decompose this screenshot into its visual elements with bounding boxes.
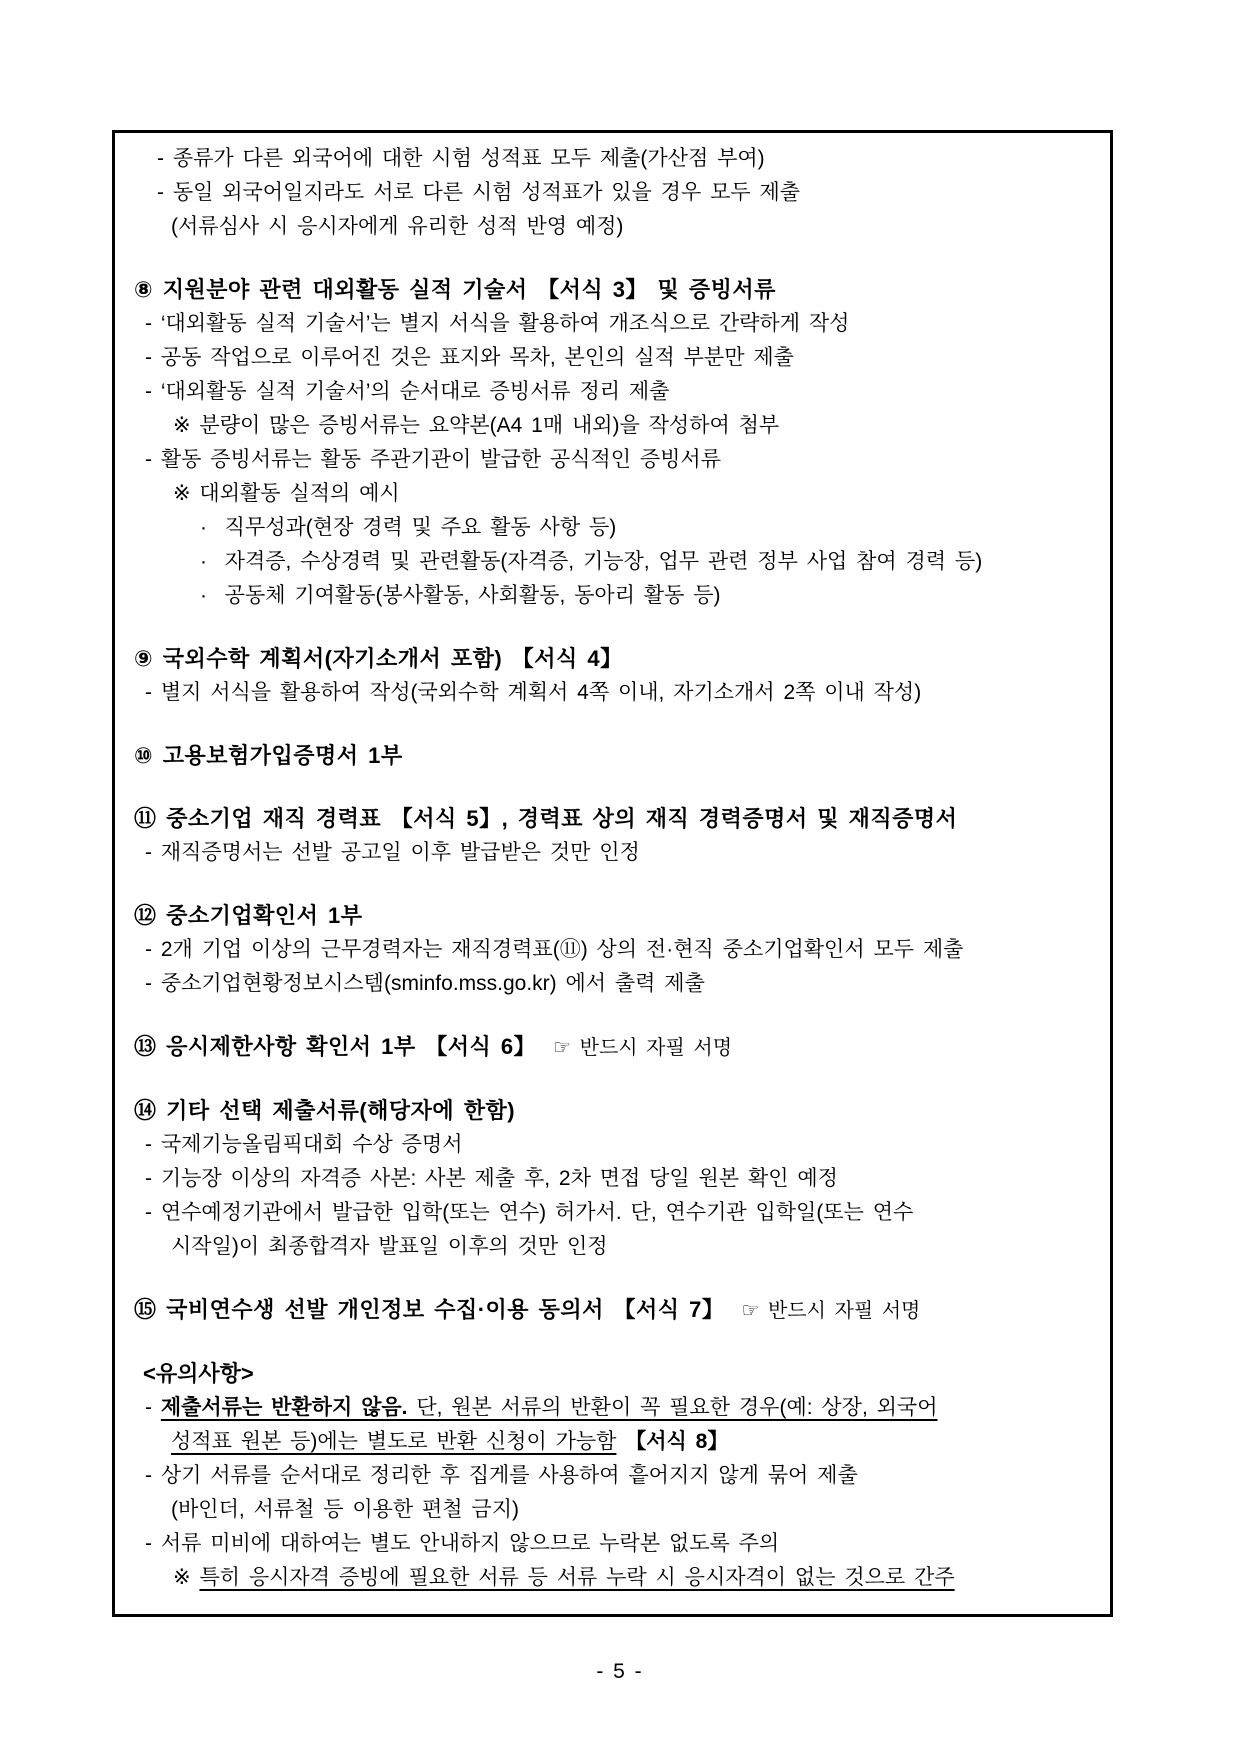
- document-border-box: [112, 130, 1113, 1617]
- line-spacer: [127, 244, 1106, 273]
- doc-line: [127, 802, 1106, 836]
- text-segment: - 중소기업현황정보시스템(sminfo.mss.go.kr) 에서 출력 제출: [145, 972, 705, 995]
- line-spacer: [127, 613, 1106, 642]
- doc-line: [127, 1459, 1106, 1493]
- text-segment: 시작일)이 최종합격자 발표일 이후의 것만 인정: [171, 1235, 608, 1258]
- text-segment: - 국제기능올림픽대회 수상 증명서: [145, 1133, 463, 1156]
- text-segment: ※ 대외활동 실적의 예시: [173, 482, 400, 505]
- doc-line: [127, 1357, 1106, 1391]
- text-segment: 제출서류는 반환하지 않음.: [160, 1396, 408, 1419]
- text-segment: 【서식 8】: [616, 1430, 729, 1453]
- text-segment: - 별지 서식을 활용하여 작성(국외수학 계획서 4쪽 이내, 자기소개서 2쪽 이내 작성): [145, 681, 922, 704]
- doc-line: [127, 477, 1106, 511]
- text-segment: - 동일 외국어일지라도 서로 다른 시험 성적표가 있을 경우 모두 제출: [157, 181, 801, 204]
- doc-line: [127, 676, 1106, 710]
- text-segment: -: [145, 1396, 161, 1419]
- text-segment: · 직무성과(현장 경력 및 주요 활동 사항 등): [200, 516, 617, 539]
- text-segment: ⑧ 지원분야 관련 대외활동 실적 기술서 【서식 3】 및 증빙서류: [134, 277, 776, 302]
- text-segment: <유의사항>: [143, 1361, 254, 1386]
- doc-line: [127, 1493, 1106, 1527]
- doc-line: [127, 739, 1106, 773]
- doc-line: [127, 307, 1106, 341]
- text-segment: - 공동 작업으로 이루어진 것은 표지와 목차, 본인의 실적 부분만 제출: [145, 346, 794, 369]
- line-spacer: [127, 1001, 1106, 1030]
- doc-line: [127, 933, 1106, 967]
- text-segment: ⑪ 중소기업 재직 경력표 【서식 5】, 경력표 상의 재직 경력증명서 및 재직증명서: [134, 806, 958, 831]
- text-segment: 특히 응시자격 증빙에 필요한 서류 등 서류 누락 시 응시자격이 없는 것으로 간주: [199, 1566, 955, 1589]
- doc-line: [127, 341, 1106, 375]
- text-segment: 성적표 원본 등)에는 별도로 반환 신청이 가능함: [171, 1430, 617, 1453]
- text-segment: - 활동 증빙서류는 활동 주관기관이 발급한 공식적인 증빙서류: [145, 448, 721, 471]
- text-segment: ☞ 반드시 자필 서명: [536, 1037, 733, 1059]
- text-segment: ⑬ 응시제한사항 확인서 1부 【서식 6】: [134, 1034, 537, 1059]
- text-segment: · 자격증, 수상경력 및 관련활동(자격증, 기능장, 업무 관련 정부 사업 참여 경력 등): [200, 550, 983, 573]
- text-segment: · 공동체 기여활동(봉사활동, 사회활동, 동아리 활동 등): [200, 584, 721, 607]
- text-segment: - 서류 미비에 대하여는 별도 안내하지 않으므로 누락본 없도록 주의: [145, 1532, 780, 1555]
- line-spacer: [127, 773, 1106, 802]
- line-spacer: [127, 1065, 1106, 1094]
- text-segment: ⑨ 국외수학 계획서(자기소개서 포함) 【서식 4】: [134, 646, 623, 671]
- doc-line: [127, 1196, 1106, 1230]
- doc-line: [127, 273, 1106, 307]
- text-segment: - 연수예정기관에서 발급한 입학(또는 연수) 허가서. 단, 연수기관 입학일(또는 연수: [145, 1201, 914, 1224]
- doc-line: [127, 1128, 1106, 1162]
- doc-line: [127, 579, 1106, 613]
- doc-line: [127, 1425, 1106, 1459]
- text-segment: (서류심사 시 응시자에게 유리한 성적 반영 예정): [171, 215, 624, 238]
- text-segment: ⑩ 고용보험가입증명서 1부: [134, 743, 403, 768]
- doc-line: [127, 967, 1106, 1001]
- text-segment: 단, 원본 서류의 반환이 꼭 필요한 경우(예: 상장, 외국어: [407, 1396, 938, 1419]
- doc-line: [127, 1527, 1106, 1561]
- doc-line: [127, 176, 1106, 210]
- doc-line: [127, 899, 1106, 933]
- text-segment: ☞ 반드시 자필 서명: [724, 1300, 921, 1322]
- doc-line: [127, 642, 1106, 676]
- line-spacer: [127, 1264, 1106, 1293]
- text-segment: - 종류가 다른 외국어에 대한 시험 성적표 모두 제출(가산점 부여): [157, 147, 765, 170]
- doc-line: [127, 1230, 1106, 1264]
- text-segment: - ‘대외활동 실적 기술서’의 순서대로 증빙서류 정리 제출: [145, 380, 670, 403]
- doc-line: [127, 511, 1106, 545]
- doc-line: [127, 1030, 1106, 1065]
- doc-line: [127, 1094, 1106, 1128]
- doc-line: [127, 375, 1106, 409]
- text-segment: ※: [173, 1566, 200, 1589]
- text-segment: ⑮ 국비연수생 선발 개인정보 수집·이용 동의서 【서식 7】: [134, 1297, 725, 1322]
- doc-line: [127, 836, 1106, 870]
- doc-line: [127, 409, 1106, 443]
- doc-line: [127, 1162, 1106, 1196]
- doc-line: [127, 142, 1106, 176]
- text-segment: ※ 분량이 많은 증빙서류는 요약본(A4 1매 내외)을 작성하여 첨부: [173, 414, 780, 437]
- line-spacer: [127, 710, 1106, 739]
- doc-line: [127, 1561, 1106, 1595]
- line-spacer: [127, 1328, 1106, 1357]
- text-segment: - 재직증명서는 선발 공고일 이후 발급받은 것만 인정: [145, 841, 640, 864]
- text-segment: - 기능장 이상의 자격증 사본: 사본 제출 후, 2차 면접 당일 원본 확인 예정: [145, 1167, 838, 1190]
- doc-line: [127, 545, 1106, 579]
- text-segment: (바인더, 서류철 등 이용한 편철 금지): [171, 1498, 519, 1521]
- page-number: - 5 -: [596, 1660, 644, 1683]
- text-segment: - ‘대외활동 실적 기술서’는 별지 서식을 활용하여 개조식으로 간략하게 작성: [145, 312, 850, 335]
- doc-line: [127, 1293, 1106, 1328]
- doc-line: [127, 443, 1106, 477]
- line-spacer: [127, 870, 1106, 899]
- text-segment: ⑫ 중소기업확인서 1부: [134, 903, 363, 928]
- text-segment: - 상기 서류를 순서대로 정리한 후 집게를 사용하여 흩어지지 않게 묶어 제출: [145, 1464, 858, 1487]
- doc-line: [127, 1391, 1106, 1425]
- text-segment: ⑭ 기타 선택 제출서류(해당자에 한함): [134, 1098, 516, 1123]
- text-segment: - 2개 기업 이상의 근무경력자는 재직경력표(⑪) 상의 전·현직 중소기업확인서 모두 제출: [145, 938, 964, 961]
- doc-line: [127, 210, 1106, 244]
